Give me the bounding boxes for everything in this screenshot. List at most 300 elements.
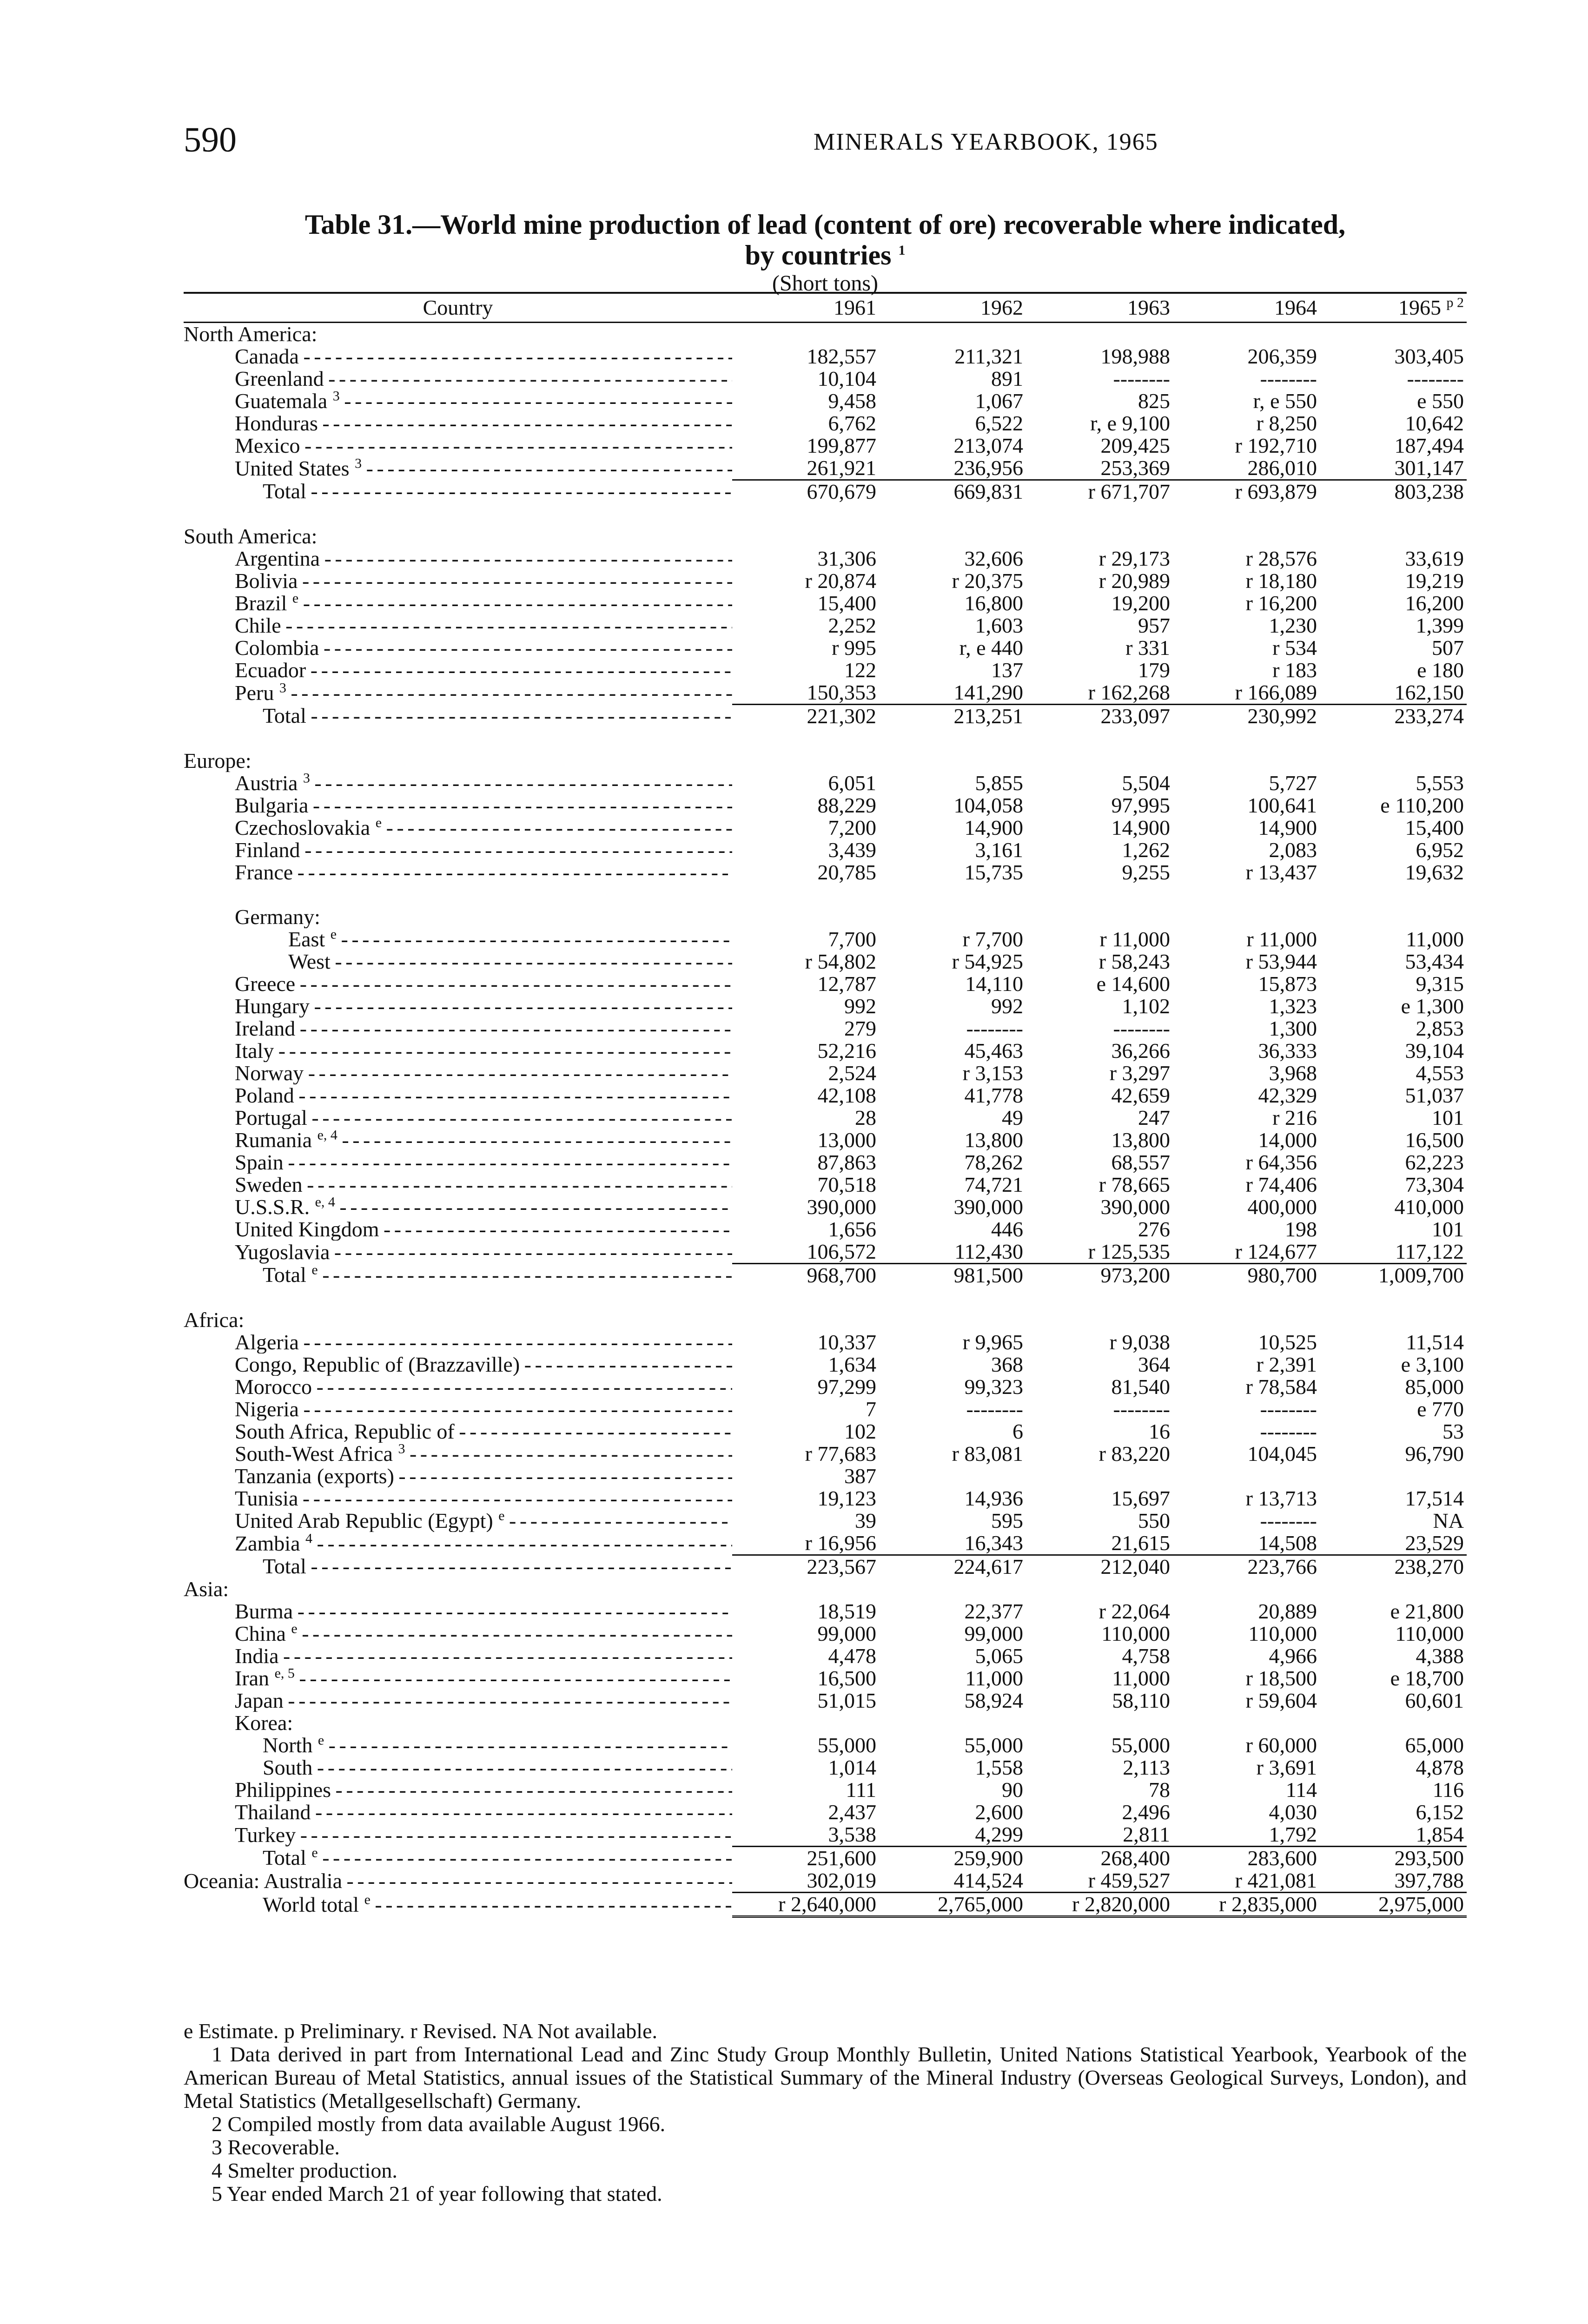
value-cell: 41,778 [964, 1083, 1023, 1107]
value-cell: 97,995 [1111, 793, 1170, 817]
value-cell [879, 525, 1026, 548]
country-cell [184, 1218, 732, 1241]
value-cell: 13,000 [817, 1128, 876, 1152]
value-cell: 221,302 [732, 705, 879, 728]
leader-dots [310, 772, 732, 794]
value-cell: 53 [1442, 1419, 1464, 1443]
leader-dots [300, 435, 732, 457]
value-cell [1320, 750, 1467, 772]
table-row [184, 1779, 1467, 1801]
country-name: Tanzania (exports) [235, 1465, 394, 1487]
value-cell: 15,400 [817, 591, 876, 615]
footnote-ref: 3 [332, 390, 340, 404]
value-cell: -------- [1113, 367, 1170, 390]
value-cell: 55,000 [817, 1733, 876, 1757]
country-cell [184, 1084, 732, 1107]
value-cell [1320, 1309, 1467, 1331]
value-cell: 42,659 [1111, 1083, 1170, 1107]
table-row [184, 1151, 1467, 1174]
country-name: Rumania [235, 1129, 312, 1151]
value-cell: 5,504 [1122, 771, 1170, 795]
country-cell [184, 1847, 732, 1870]
value-cell: 2,113 [1123, 1756, 1170, 1779]
value-cell: 51,037 [1405, 1083, 1464, 1107]
value-cell: r 20,874 [805, 569, 876, 593]
footnotes [184, 2020, 1467, 2205]
value-cell: -------- [1407, 367, 1464, 390]
value-cell: 368 [991, 1353, 1023, 1376]
value-cell: r 3,153 [962, 1061, 1023, 1085]
value-cell: 81,540 [1111, 1375, 1170, 1399]
leader-dots [331, 951, 732, 973]
table-row [184, 861, 1467, 884]
value-cell: 387 [844, 1464, 876, 1488]
value-cell: 87,863 [817, 1150, 876, 1174]
country-cell [184, 1062, 732, 1084]
footnote-3: 3 Recoverable. [212, 2135, 340, 2159]
value-cell: 957 [1138, 614, 1170, 637]
value-cell: 100,641 [1247, 793, 1317, 817]
value-cell [879, 906, 1026, 928]
value-cell: r 54,802 [805, 950, 876, 973]
footnote-ref: e [318, 1734, 324, 1748]
value-cell: 53,434 [1405, 950, 1464, 973]
world-total-row [184, 1893, 1467, 1917]
value-cell: 211,321 [954, 344, 1023, 368]
value-cell: 104,045 [1247, 1442, 1317, 1466]
country-cell [184, 1555, 732, 1578]
value-cell: -------- [1260, 367, 1317, 390]
value-cell: 212,040 [1026, 1555, 1173, 1578]
leader-dots [300, 839, 732, 861]
value-cell: 14,900 [1258, 816, 1317, 839]
value-cell: 3,439 [828, 838, 876, 862]
leader-dots [319, 637, 732, 659]
country-cell [184, 817, 732, 839]
value-cell: 223,766 [1173, 1555, 1320, 1578]
country-name: South Africa, Republic of [235, 1420, 455, 1443]
leader-dots [299, 1331, 732, 1353]
table-row [184, 1443, 1467, 1465]
footnote-ref: 3 [303, 772, 310, 786]
value-cell [732, 906, 879, 928]
footnote-1: 1 Data derived in part from International Lead and Zinc Study Group Monthly Bulletin, United Nations Statistical Yearbook, Yearbook of the American Bureau of Metal Statistics, annual issues of the Statistical Summary of the Mineral Industry (Overseas Geological Surveys, London), and Metal Statistics (Metallgesellschaft) Germany. [184, 2042, 1467, 2113]
value-cell: 36,266 [1111, 1039, 1170, 1063]
value-cell: 110,000 [1101, 1622, 1170, 1645]
country-cell [184, 1712, 732, 1734]
country-cell [184, 928, 732, 951]
value-cell: 10,525 [1258, 1330, 1317, 1354]
value-cell: 15,400 [1405, 816, 1464, 839]
value-cell: 247 [1138, 1106, 1170, 1129]
title-line-1: Table 31.—World mine production of lead (content of ore) recoverable where indicated, [304, 209, 1346, 240]
value-cell: 206,359 [1247, 344, 1317, 368]
footnote-ref: e [311, 1846, 318, 1861]
value-cell: r, e 9,100 [1090, 411, 1170, 435]
value-cell: 4,758 [1122, 1644, 1170, 1668]
table-row [184, 1062, 1467, 1084]
table-row [184, 614, 1467, 637]
value-cell: 595 [991, 1509, 1023, 1532]
country-name: Mexico [235, 435, 300, 457]
leader-dots [331, 1779, 732, 1801]
value-cell: r 58,243 [1098, 950, 1170, 973]
value-cell [879, 323, 1026, 346]
leader-dots [324, 368, 732, 390]
leader-dots [295, 1667, 732, 1690]
value-cell: 21,615 [1111, 1531, 1170, 1555]
table-row [184, 1690, 1467, 1712]
page-number: 590 [184, 120, 237, 159]
country-cell [184, 1487, 732, 1510]
country-cell [184, 1398, 732, 1420]
value-cell: 1,230 [1269, 614, 1317, 637]
spacer-row [184, 727, 1467, 750]
value-cell: 5,855 [975, 771, 1023, 795]
value-cell: 283,600 [1173, 1847, 1320, 1870]
value-cell: r 162,268 [1088, 680, 1170, 704]
table-row [184, 1420, 1467, 1443]
footnote-ref: 3 [355, 457, 362, 471]
value-cell: 1,792 [1269, 1822, 1317, 1846]
table-row [184, 412, 1467, 435]
country-cell [184, 1107, 732, 1129]
value-cell: 980,700 [1173, 1264, 1320, 1287]
value-cell [1026, 323, 1173, 346]
value-cell: 16,500 [817, 1666, 876, 1690]
leader-dots [520, 1353, 732, 1376]
table-row [184, 1823, 1467, 1847]
leader-dots [293, 1600, 732, 1623]
value-cell: 507 [1432, 636, 1464, 660]
leader-dots [320, 548, 732, 570]
country-cell [184, 839, 732, 861]
table-row [184, 1510, 1467, 1532]
value-cell: 10,642 [1405, 411, 1464, 435]
country-name: Bolivia [235, 570, 298, 592]
value-cell: 223,567 [732, 1555, 879, 1578]
country-cell [184, 1869, 732, 1893]
footnote-5: 5 Year ended March 21 of year following that stated. [212, 2182, 662, 2205]
leader-dots [324, 1734, 732, 1756]
value-cell: 4,478 [828, 1644, 876, 1668]
value-cell: 2,853 [1416, 1017, 1464, 1040]
country-cell [184, 1420, 732, 1443]
country-name: Greece [235, 973, 296, 995]
country-name: Peru [235, 681, 274, 705]
spacer-row [184, 884, 1467, 906]
country-cell [184, 1532, 732, 1555]
value-cell: 992 [844, 994, 876, 1018]
value-cell: 106,572 [807, 1240, 876, 1263]
value-cell: 6,152 [1416, 1800, 1464, 1824]
title-footnote-ref: 1 [898, 243, 906, 258]
value-cell: 5,065 [975, 1644, 1023, 1668]
value-cell: 238,270 [1320, 1555, 1467, 1578]
leader-dots [337, 928, 732, 951]
leader-dots [382, 817, 732, 839]
table-row [184, 1084, 1467, 1107]
region-row [184, 1578, 1467, 1600]
country-name: Total [263, 1846, 306, 1869]
value-cell: r 166,089 [1235, 680, 1317, 704]
table-row [184, 1734, 1467, 1756]
value-cell: 117,122 [1395, 1240, 1464, 1263]
value-cell: 259,900 [879, 1847, 1026, 1870]
value-cell: 2,252 [828, 614, 876, 637]
value-cell: 187,494 [1394, 434, 1464, 457]
value-cell: e 3,100 [1401, 1353, 1464, 1376]
value-cell: 101 [1432, 1106, 1464, 1129]
footnote-ref: e [364, 1892, 371, 1908]
table-row [184, 1129, 1467, 1151]
region-row [184, 525, 1467, 548]
country-cell [184, 1823, 732, 1847]
value-cell: 669,831 [879, 480, 1026, 503]
country-name: India [235, 1645, 279, 1667]
value-cell: 233,274 [1320, 705, 1467, 728]
running-head: MINERALS YEARBOOK, 1965 [814, 129, 1158, 155]
value-cell: 2,975,000 [1320, 1893, 1467, 1917]
value-cell: 13,800 [964, 1128, 1023, 1152]
footnote-4: 4 Smelter production. [212, 2159, 397, 2182]
leader-dots [362, 457, 732, 480]
value-cell: 301,147 [1394, 456, 1464, 480]
country-cell [184, 435, 732, 457]
value-cell: r 331 [1125, 636, 1170, 660]
footnote-ref: e [330, 928, 337, 942]
column-header-year: 1963 [1026, 293, 1173, 323]
value-cell: 1,262 [1122, 838, 1170, 862]
country-cell [184, 659, 732, 681]
country-name: Finland [235, 839, 300, 861]
value-cell: 52,216 [817, 1039, 876, 1063]
table-row [184, 1107, 1467, 1129]
country-cell [184, 548, 732, 570]
footnote-ref: e [291, 1623, 298, 1637]
value-cell: -------- [1113, 1397, 1170, 1421]
country-cell [184, 1734, 732, 1756]
value-cell: 150,353 [807, 680, 876, 704]
country-cell [184, 525, 732, 548]
value-cell [1026, 1578, 1173, 1600]
leader-dots [306, 480, 732, 503]
value-cell: r 13,713 [1245, 1486, 1317, 1510]
table-row [184, 1487, 1467, 1510]
country-name: France [235, 861, 293, 884]
column-header-footnote-ref: p 2 [1446, 295, 1464, 310]
country-name: Poland [235, 1084, 294, 1107]
country-name: Italy [235, 1040, 274, 1062]
country-cell [184, 457, 732, 480]
leader-dots [311, 1801, 733, 1823]
value-cell: 4,030 [1269, 1800, 1317, 1824]
value-cell [1026, 1309, 1173, 1331]
country-cell [184, 681, 732, 705]
leader-dots [371, 1893, 732, 1916]
value-cell: 99,000 [964, 1622, 1023, 1645]
spacer-cell [184, 727, 1467, 750]
value-cell: 15,735 [964, 860, 1023, 884]
country-cell [184, 861, 732, 884]
value-cell: 96,790 [1405, 1442, 1464, 1466]
country-cell [184, 1600, 732, 1623]
leader-dots [281, 614, 732, 637]
value-cell [1173, 323, 1320, 346]
value-cell: 973,200 [1026, 1264, 1173, 1287]
table-row [184, 1667, 1467, 1690]
leader-dots [284, 1151, 732, 1174]
value-cell: 74,721 [964, 1173, 1023, 1196]
value-cell: r 18,500 [1245, 1666, 1317, 1690]
country-name: Honduras [235, 412, 318, 435]
value-cell: 397,788 [1394, 1868, 1464, 1892]
country-cell [184, 794, 732, 817]
value-cell [732, 1712, 879, 1734]
table-row [184, 1196, 1467, 1218]
value-cell: 11,000 [965, 1666, 1023, 1690]
value-cell: 236,956 [953, 456, 1023, 480]
value-cell: r 64,356 [1245, 1150, 1317, 1174]
value-cell: 14,900 [964, 816, 1023, 839]
value-cell: r 54,925 [952, 950, 1023, 973]
country-name: Austria [235, 772, 298, 794]
country-name: Sweden [235, 1174, 303, 1196]
leader-dots [310, 995, 732, 1017]
leader-dots [330, 1241, 732, 1264]
table-row [184, 659, 1467, 681]
table-row [184, 995, 1467, 1017]
value-cell: r 671,707 [1026, 480, 1173, 503]
value-cell: r, e 550 [1253, 389, 1317, 413]
value-cell: -------- [1260, 1419, 1317, 1443]
leader-dots [298, 1623, 732, 1645]
country-name: South America: [184, 525, 318, 548]
value-cell [1173, 750, 1320, 772]
table-row [184, 1241, 1467, 1264]
value-cell: r 53,944 [1245, 950, 1317, 973]
value-cell: 97,299 [817, 1375, 876, 1399]
leader-dots [299, 345, 732, 368]
leader-dots [306, 705, 732, 728]
value-cell: 261,921 [807, 456, 876, 480]
value-cell: 2,083 [1269, 838, 1317, 862]
footnote-ref: 3 [398, 1443, 405, 1457]
value-cell: 276 [1138, 1217, 1170, 1241]
value-cell: 670,679 [732, 480, 879, 503]
leader-dots [274, 1040, 732, 1062]
value-cell: 2,600 [975, 1800, 1023, 1824]
value-cell: 364 [1138, 1353, 1170, 1376]
leader-dots [306, 659, 732, 681]
value-cell: 213,074 [953, 434, 1023, 457]
value-cell: r, e 440 [959, 636, 1023, 660]
value-cell: r 11,000 [1099, 927, 1170, 951]
value-cell [1173, 1578, 1320, 1600]
country-cell [184, 906, 732, 928]
value-cell: 7 [866, 1397, 876, 1421]
value-cell: 6,051 [828, 771, 876, 795]
spacer-row [184, 503, 1467, 525]
leader-dots [295, 1017, 732, 1040]
leader-dots [318, 1264, 732, 1287]
country-cell [184, 1309, 732, 1331]
value-cell: r 534 [1272, 636, 1317, 660]
table-row [184, 817, 1467, 839]
country-cell [184, 345, 732, 368]
country-cell [184, 705, 732, 728]
value-cell: 20,785 [817, 860, 876, 884]
value-cell: 390,000 [807, 1195, 876, 1219]
value-cell: r 20,989 [1098, 569, 1170, 593]
value-cell: 55,000 [964, 1733, 1023, 1757]
value-cell: NA [1433, 1509, 1464, 1532]
value-cell: 42,108 [817, 1083, 876, 1107]
country-name: West [288, 951, 331, 973]
country-name: Turkey [235, 1823, 296, 1847]
country-name: United Kingdom [235, 1218, 379, 1241]
leader-dots [293, 861, 732, 884]
leader-dots [306, 1555, 732, 1578]
value-cell: 39 [855, 1509, 876, 1532]
table-row [184, 548, 1467, 570]
value-cell: r 16,200 [1245, 591, 1317, 615]
table-row [184, 1756, 1467, 1779]
country-cell [184, 637, 732, 659]
leader-dots [296, 1823, 732, 1847]
country-name: Guatemala [235, 390, 328, 412]
footnote-ref: e, 4 [315, 1196, 335, 1210]
value-cell: 7,200 [828, 816, 876, 839]
value-cell: 16,500 [1405, 1128, 1464, 1152]
value-cell: r 78,584 [1245, 1375, 1317, 1399]
value-cell: 414,524 [953, 1868, 1023, 1892]
leader-dots [312, 1532, 732, 1555]
value-cell: 42,329 [1258, 1083, 1317, 1107]
value-cell [1320, 525, 1467, 548]
column-header-country: Country [184, 293, 732, 323]
country-cell [184, 1779, 732, 1801]
country-name: Spain [235, 1151, 284, 1174]
leader-dots [286, 681, 732, 705]
value-cell: 1,854 [1416, 1822, 1464, 1846]
value-cell: -------- [1260, 1509, 1317, 1532]
value-cell: 45,463 [964, 1039, 1023, 1063]
country-cell [184, 1801, 732, 1823]
country-name: Asia: [184, 1578, 229, 1600]
value-cell: 968,700 [732, 1264, 879, 1287]
title-line-2-text: by countries [745, 240, 892, 271]
table-row [184, 1040, 1467, 1062]
country-name: United Arab Republic (Egypt) [235, 1510, 493, 1532]
value-cell [1320, 1712, 1467, 1734]
country-cell [184, 592, 732, 614]
country-cell [184, 1353, 732, 1376]
country-cell [184, 1241, 732, 1264]
value-cell: r 421,081 [1235, 1868, 1317, 1892]
country-name: Thailand [235, 1801, 311, 1823]
value-cell: 99,000 [817, 1622, 876, 1645]
country-cell [184, 995, 732, 1017]
value-cell: 15,697 [1111, 1486, 1170, 1510]
country-cell [184, 1376, 732, 1398]
value-cell: 233,097 [1026, 705, 1173, 728]
value-cell: 390,000 [1100, 1195, 1170, 1219]
country-name: Ecuador [235, 659, 306, 681]
value-cell [1320, 323, 1467, 346]
value-cell: r 7,700 [962, 927, 1023, 951]
value-cell: 390,000 [953, 1195, 1023, 1219]
